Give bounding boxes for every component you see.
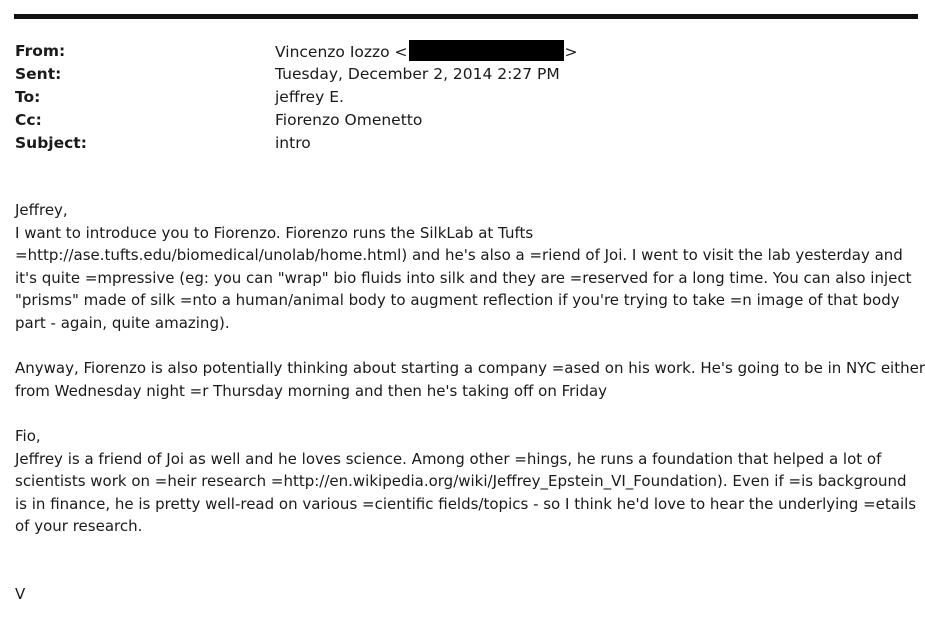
greeting: Jeffrey, [15,201,68,219]
paragraph-gap [15,538,910,583]
email-body [15,199,925,606]
body-line: of your research. [15,517,143,536]
cc-label: Cc: [15,111,42,129]
redaction-block [409,40,564,61]
sender-name: Vincenzo Iozzo < [275,43,408,61]
body-line: part - again, quite amazing). [15,313,230,332]
body-line: Jeffrey is a friend of Joi as well and he loves science. Among other =hings, he runs a foundation that helped a lot of [15,449,882,468]
body-line: scientists work on =heir research =http://en.wikipedia.org/wiki/Jeffrey_Epstein_VI_Foundation). Even if =is background [15,472,907,491]
to-label: To: [15,88,41,106]
body-line: from Wednesday night =r Thursday morning and then he's taking off on Friday [15,381,608,400]
body-line: it's quite =mpressive (eg: you can "wrap" bio fluids into silk and they are =reserved for a long time. You can also inject [15,268,912,287]
greeting-second: Fio, [15,426,41,445]
from-value [275,40,578,64]
top-divider [14,14,918,19]
email-header [15,40,895,155]
sent-label: Sent: [15,65,62,83]
to-value: jeffrey E. [275,88,344,106]
subject-row [15,132,895,155]
cc-value: Fiorenzo Omenetto [275,111,423,129]
from-row [15,40,895,63]
sender-bracket: > [564,43,578,61]
body-line: =http://ase.tufts.edu/biomedical/unolab/home.html) and he's also a =riend of Joi. I went to visit the lab yesterday and [15,246,903,265]
subject-value: intro [275,134,311,152]
subject-label: Subject: [15,134,87,152]
body-line: I want to introduce you to Fiorenzo. Fiorenzo runs the SilkLab at Tufts [15,223,534,242]
body-line: is in finance, he is pretty well-read on various =cientific fields/topics - so I think he'd love to hear the underlying =etails [15,494,917,513]
sent-value: Tuesday, December 2, 2014 2:27 PM [275,65,560,83]
from-label: From: [15,42,66,60]
paragraph-gap [15,402,910,425]
signature: V [15,584,26,603]
body-line: Anyway, Fiorenzo is also potentially thinking about starting a company =ased on his work. He's going to be in NYC either [15,359,925,378]
sent-row [15,63,895,86]
paragraph-gap [15,335,910,358]
cc-row [15,109,895,132]
to-row [15,86,895,109]
body-line: "prisms" made of silk =nto a human/animal body to augment reflection if you're trying to take =n image of that body [15,291,900,310]
